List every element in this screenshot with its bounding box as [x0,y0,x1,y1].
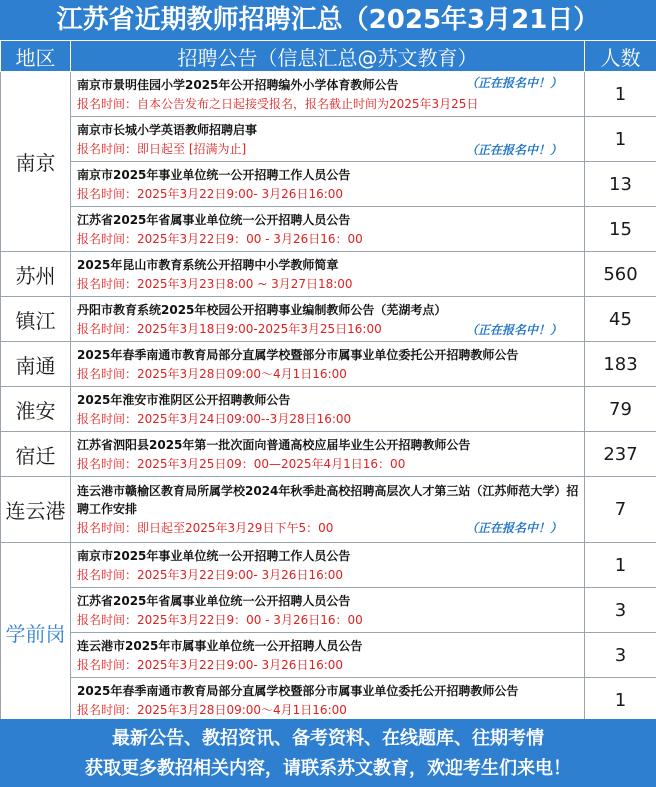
announcement-cell [71,432,585,477]
recruitment-table [0,40,656,723]
table-row [1,297,656,342]
count-cell: 183 [585,342,656,387]
announcement-cell [71,387,585,432]
registration-time: 报名时间：2025年3月22日9:00- 3月26日16:00 [77,657,344,672]
table-row [1,207,656,252]
registration-time: 报名时间：2025年3月22日9:00- 3月26日16:00 [77,186,344,201]
table-row [1,588,656,633]
announcement-title[interactable]: 丹阳市教育系统2025年校园公开招聘事业编制教师公告（芜湖考点） [77,302,447,317]
announcement-title[interactable]: 江苏省2025年省属事业单位统一公开招聘人员公告 [77,212,351,227]
announcement-cell [71,543,585,588]
registration-time: 报名时间：2025年3月22日9：00 - 3月26日16：00 [77,231,363,246]
announcement-cell [71,117,585,162]
table-row [1,72,656,117]
header-count: 人数 [585,41,656,72]
status-badge: （正在报名中！） [465,76,562,90]
announcement-title[interactable]: 江苏省泗阳县2025年第一批次面向普通高校应届毕业生公开招聘教师公告 [77,437,471,452]
registration-time: 报名时间：2025年3月18日9:00-2025年3月25日16:00 [77,321,382,336]
announcement-cell [71,342,585,387]
announcement-cell [71,477,585,543]
page-title: 江苏省近期教师招聘汇总（2025年3月21日） [0,0,656,40]
announcement-title[interactable]: 南京市2025年事业单位统一公开招聘工作人员公告 [77,167,351,182]
region-cell: 学前岗 [1,543,71,723]
announcement-cell [71,207,585,252]
table-row [1,543,656,588]
count-cell: 15 [585,207,656,252]
announcement-title[interactable]: 2025年春季南通市教育局部分直属学校暨部分市属事业单位委托公开招聘教师公告 [77,347,519,362]
table-row [1,678,656,723]
table-row [1,162,656,207]
count-cell: 3 [585,588,656,633]
header-announcement: 招聘公告（信息汇总@苏文教育） [71,41,585,72]
announcement-title[interactable]: 2025年昆山市教育系统公开招聘中小学教师简章 [77,257,339,272]
header-region: 地区 [1,41,71,72]
registration-time: 报名时间：自本公告发布之日起接受报名，报名截止时间为2025年3月25日 [77,96,479,111]
table-row [1,477,656,543]
table-row [1,432,656,477]
region-cell: 苏州 [1,252,71,297]
count-cell: 1 [585,678,656,723]
table-row [1,633,656,678]
count-cell: 7 [585,477,656,543]
announcement-title[interactable]: 南京市2025年事业单位统一公开招聘工作人员公告 [77,548,351,563]
footer-line-1: 最新公告、教招资讯、备考资料、在线题库、往期考情 [112,728,544,749]
table-row [1,252,656,297]
count-cell: 1 [585,72,656,117]
count-cell: 1 [585,117,656,162]
registration-time: 报名时间：2025年3月24日09:00--3月28日16:00 [77,411,352,426]
count-cell: 13 [585,162,656,207]
registration-time: 报名时间：2025年3月28日09:00～4月1日16:00 [77,702,347,717]
registration-time: 报名时间：即日起至2025年3月29日下午5：00 [77,521,334,535]
count-cell: 45 [585,297,656,342]
announcement-title[interactable]: 连云港市2025年市属事业单位统一公开招聘人员公告 [77,638,363,653]
region-cell: 镇江 [1,297,71,342]
announcement-cell [71,252,585,297]
count-cell: 560 [585,252,656,297]
announcement-title[interactable]: 南京市景明佳园小学2025年公开招聘编外小学体育教师公告 [77,77,399,92]
status-badge: （正在报名中！） [465,521,562,535]
table-row [1,387,656,432]
region-cell: 南京 [1,72,71,252]
table-header-row [1,41,656,72]
count-cell: 3 [585,633,656,678]
announcement-cell [71,72,585,117]
count-cell: 237 [585,432,656,477]
registration-time: 报名时间：2025年3月22日9:00- 3月26日16:00 [77,567,344,582]
registration-time: 报名时间：2025年3月25日09：00—2025年4月1日16：00 [77,456,406,471]
registration-time: 报名时间：2025年3月28日09:00～4月1日16:00 [77,366,347,381]
region-cell: 宿迁 [1,432,71,477]
table-row [1,342,656,387]
registration-time: 报名时间：2025年3月22日9：00 - 3月26日16：00 [77,612,363,627]
announcement-title[interactable]: 连云港市赣榆区教育局所属学校2024年秋季赴高校招聘高层次人才第三站（江苏师范大学）招聘工作安排 [77,484,579,516]
announcement-title[interactable]: 2025年春季南通市教育局部分直属学校暨部分市属事业单位委托公开招聘教师公告 [77,683,519,698]
region-cell: 淮安 [1,387,71,432]
announcement-cell [71,633,585,678]
footer-banner [0,719,656,787]
announcement-cell [71,162,585,207]
region-cell: 南通 [1,342,71,387]
region-cell: 连云港 [1,477,71,543]
announcement-cell [71,297,585,342]
table-row [1,117,656,162]
announcement-title[interactable]: 南京市长城小学英语教师招聘启事 [77,122,258,137]
announcement-title[interactable]: 2025年淮安市淮阴区公开招聘教师公告 [77,392,291,407]
announcement-cell [71,588,585,633]
count-cell: 79 [585,387,656,432]
registration-time: 报名时间：2025年3月23日8:00 ~ 3月27日18:00 [77,276,353,291]
status-badge: （正在报名中！） [465,323,562,337]
announcement-cell [71,678,585,723]
announcement-title[interactable]: 江苏省2025年省属事业单位统一公开招聘人员公告 [77,593,351,608]
count-cell: 1 [585,543,656,588]
footer-line-2: 获取更多教招相关内容，请联系苏文教育，欢迎考生们来电！ [85,758,571,779]
status-badge: （正在报名中！） [465,143,562,157]
registration-time: 报名时间：即日起至 [招满为止] [77,141,247,156]
